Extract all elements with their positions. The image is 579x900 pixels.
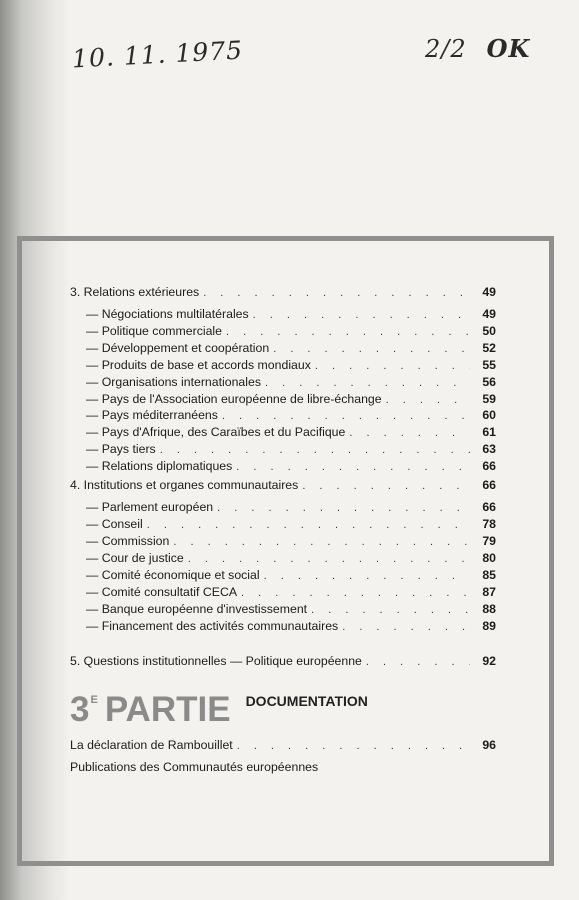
part-label: DOCUMENTATION — [245, 693, 368, 709]
toc-entry: — Négociations multilatérales . . . 49 — [86, 307, 496, 323]
part-superscript: E — [90, 694, 98, 706]
toc-entry: 4. Institutions et organes communautaires . . . 66 — [70, 478, 496, 494]
handwritten-note — [425, 34, 530, 63]
part-word: PARTIE — [104, 690, 231, 729]
toc-entry: — Relations diplomatiques . . . 66 — [86, 459, 496, 475]
toc-entry: — Pays d'Afrique, des Caraïbes et du Pacifique . . . 61 — [86, 425, 496, 441]
toc-entry: — Banque européenne d'investissement . . . 88 — [86, 602, 496, 618]
toc-entry: — Organisations internationales . . . 56 — [86, 375, 496, 391]
part-number: 3 — [70, 690, 90, 729]
toc-entry: — Développement et coopération . . . 52 — [86, 341, 496, 357]
toc-entry: 3. Relations extérieures . . . 49 — [70, 285, 496, 301]
toc-entry: — Comité consultatif CECA . . . 87 — [86, 585, 496, 601]
toc-entry: — Produits de base et accords mondiaux . . . 55 — [86, 358, 496, 374]
toc-entry: — Pays méditerranéens . . . 60 — [86, 408, 496, 424]
toc-entry: — Financement des activités communautaires . . . 89 — [86, 619, 496, 635]
toc-entry: — Parlement européen . . . 66 — [86, 500, 496, 516]
toc-entry: — Commission . . . 79 — [86, 534, 496, 550]
handwritten-ok: OK — [486, 34, 531, 63]
toc-entry: — Conseil . . . 78 — [86, 517, 496, 533]
handwritten-date: 10. 11. 1975 — [71, 35, 244, 74]
toc-entry: — Politique commerciale . . . 50 — [86, 324, 496, 340]
documentation-entry: La déclaration de Rambouillet . . . 96 — [70, 738, 496, 754]
toc-entry: — Cour de justice . . . 80 — [86, 551, 496, 567]
toc-entry: — Comité économique et social . . . 85 — [86, 568, 496, 584]
toc-entry: — Pays de l'Association européenne de libre-échange . . . 59 — [86, 392, 496, 408]
toc-entry: — Pays tiers . . . 63 — [86, 442, 496, 458]
part-heading — [70, 690, 368, 730]
handwritten-pages: 2/2 — [425, 35, 467, 63]
toc-entry: 5. Questions institutionnelles — Politique européenne . . . 92 — [70, 654, 496, 670]
documentation-entry: Publications des Communautés européennes — [70, 760, 319, 774]
